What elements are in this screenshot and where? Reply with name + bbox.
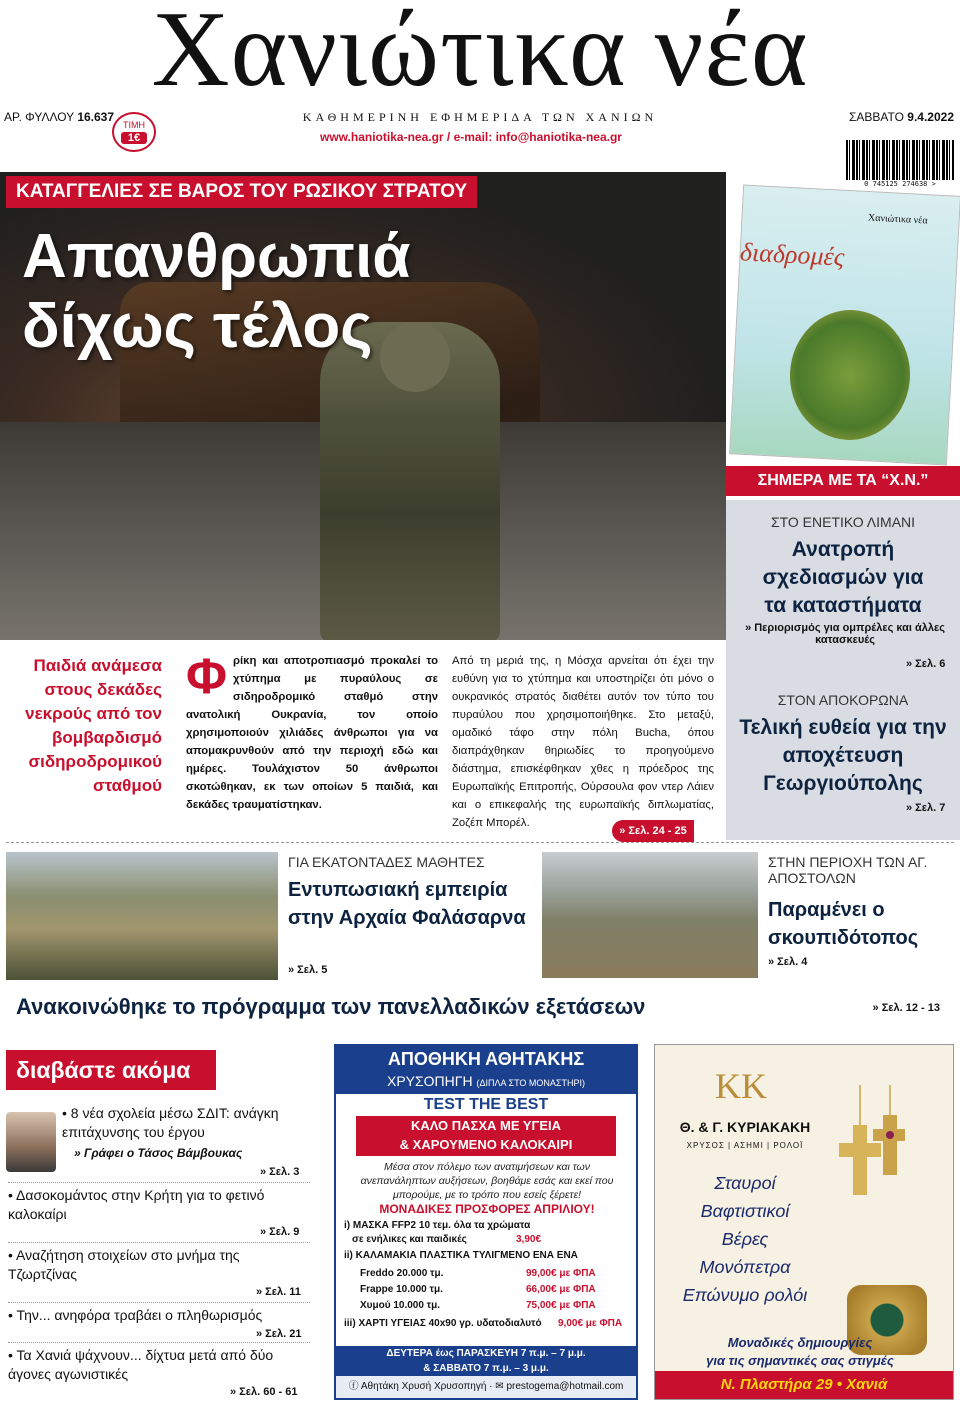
page-ref[interactable]: » Σελ. 21 xyxy=(256,1328,302,1340)
price-badge: ΤΙΜΗ 1€ xyxy=(112,112,156,152)
offer-row: σε ενήλικες και παιδικές xyxy=(352,1234,467,1245)
page-ref[interactable]: » Σελ. 5 xyxy=(288,964,328,976)
offer-price: 66,00€ με ΦΠΑ xyxy=(526,1284,596,1295)
jeweller-address[interactable]: Ν. Πλαστήρα 29 • Χανιά xyxy=(655,1371,953,1399)
lead-kicker: ΚΑΤΑΓΓΕΛΙΕΣ ΣΕ ΒΑΡΟΣ ΤΟΥ ΡΩΣΙΚΟΥ ΣΤΡΑΤΟΥ xyxy=(6,176,477,208)
exam-story[interactable] xyxy=(6,990,954,1026)
read-more-item[interactable]: • Τα Χανιά ψάχνουν... δίχτυα μετά από δύο άγονες αγωνιστικές xyxy=(8,1347,274,1382)
product-item: Σταυροί xyxy=(714,1173,776,1193)
lead-column-1: Φρίκη και αποτροπιασμό προκαλεί το χτύπημα με πυραύλους σε σιδηροδρομικό σταθμό στην ανατολική Ουκρανία, τον οποίο χρησιμοποιούν χιλιάδες άνθρωποι για να απομακρυνθούν από την περιοχή εδώ και ημέρες. Τουλάχιστον 50 άνθρωποι σκοτώθηκαν, εκ των οποίων 5 παιδιά, και δεκάδες τραυματίστηκαν. xyxy=(186,648,438,811)
offer-price: 9,00€ με ΦΠΑ xyxy=(558,1318,623,1329)
supplement-title: διαδρομές xyxy=(739,237,846,272)
story-kicker: ΣΤΗΝ ΠΕΡΙΟΧΗ ΤΩΝ ΑΓ. ΑΠΟΣΤΟΛΩΝ xyxy=(768,854,928,886)
supplement-brand: Χανιώτικα νέα xyxy=(867,212,928,227)
read-more-item[interactable]: • Την... ανηφόρα τραβάει ο πληθωρισμός xyxy=(8,1307,263,1323)
story-kicker: ΣΤΟΝ ΑΠΟΚΟΡΩΝΑ xyxy=(777,692,909,708)
story-headline[interactable]: Παραμένει ο σκουπιδότοπος xyxy=(768,899,919,949)
cross-icon xyxy=(835,1085,905,1235)
story-kicker: ΣΤΟ ΕΝΕΤΙΚΟ ΛΙΜΑΝΙ xyxy=(770,514,916,530)
divider xyxy=(8,1302,310,1303)
offer-row: Χυμού 10.000 τμ. xyxy=(360,1300,441,1311)
offer-row: Frappe 10.000 τμ. xyxy=(360,1284,443,1295)
ad-greeting: ΚΑΛΟ ΠΑΣΧΑ ΜΕ ΥΓΕΙΑ & ΧΑΡΟΥΜΕΝΟ ΚΑΛΟΚΑΙΡΙ xyxy=(356,1116,616,1156)
read-more-item[interactable]: • Αναζήτηση στοιχείων στο μνήμα της Τζωρτζίνας xyxy=(8,1247,240,1282)
lead-column-2: Από τη μεριά της, η Μόσχα αρνείται ότι έχει την ευθύνη για το χτύπημα και υποστηρίζει ότι μόνο ο ουκρανικός στρατός διαθέτει αυτόν τον τύπο του πυραύλου που χρησιμοποιήθηκε. Στο μεταξύ, ομαδικό τάφο στην πόλη Bucha, όπου διαπράχθηκαν θηριωδίες το προηγούμενο διάστημα, επισκέφθηκαν χθες η πρόεδρος της Ευρωπαϊκής Επιτροπής, Ούρσουλα φον ντερ Λάιεν και ο επικεφαλής της ευρωπαϊκής διπλωματίας, Ζοζέπ Μπορέλ. xyxy=(452,655,714,829)
product-item: Επώνυμο ρολόι xyxy=(682,1285,808,1305)
issue-date: ΣΑΒΒΑΤΟ 9.4.2022 xyxy=(848,110,954,124)
ad-special: Μοναδικές δημιουργίες xyxy=(727,1335,873,1350)
ad-body: Μέσα στον πόλεμο των ανατιμήσεων και των ανεπανάληπτων αυξήσεων, βοηθάμε εσάς και εκεί που μπορούμε, με το τρόπο που εσείς ξέρετε! xyxy=(360,1161,614,1201)
ad-slogan: TEST THE BEST xyxy=(423,1096,549,1113)
author-avatar xyxy=(6,1112,56,1172)
page-ref[interactable]: » Σελ. 7 xyxy=(906,802,946,814)
divider xyxy=(6,842,954,843)
email-icon: ✉ xyxy=(495,1381,504,1392)
page-ref[interactable]: » Σελ. 4 xyxy=(768,956,808,968)
page-ref[interactable]: » Σελ. 6 xyxy=(906,658,946,670)
ad-contact[interactable]: ⓕ Αθητάκη Χρυσή Χρυσοπηγή · ✉ prestogema@hotmail.com xyxy=(336,1376,636,1398)
offer-price: 3,90€ xyxy=(516,1234,542,1245)
page-ref[interactable]: » Σελ. 60 - 61 xyxy=(230,1386,298,1398)
dump-photo[interactable] xyxy=(542,852,758,978)
read-more-item[interactable]: • Δασοκομάντος στην Κρήτη για το φετινό καλοκαίρι xyxy=(8,1187,265,1222)
barcode xyxy=(846,140,954,180)
offer-price: 75,00€ με ΦΠΑ xyxy=(526,1300,596,1311)
advertisement-kyriakaki[interactable] xyxy=(654,1044,954,1400)
divider xyxy=(8,1342,310,1343)
offer-row: Freddo 20.000 τμ. xyxy=(360,1268,444,1279)
students-photo[interactable] xyxy=(6,852,278,980)
newspaper-logo[interactable]: Χανιώτικα νέα xyxy=(151,0,809,109)
advertisement-athitakis[interactable] xyxy=(334,1044,638,1400)
offer-row: iii) ΧΑΡΤΙ ΥΓΕΙΑΣ 40x90 γρ. υδατοδιαλυτό xyxy=(344,1318,542,1329)
ad-special: για τις σημαντικές σας στιγμές xyxy=(706,1353,894,1368)
lead-page-ref[interactable]: » Σελ. 24 - 25 xyxy=(612,820,694,842)
story-headline[interactable]: Ανατροπή σχεδιασμών για τα καταστήματα xyxy=(762,538,924,617)
lead-subhead: Παιδιά ανάμεσα στους δεκάδες νεκρούς από τον βομβαρδισμό σιδηροδρομικού σταθμού xyxy=(25,656,162,795)
issue-number: ΑΡ. ΦΥΛΛΟΥ 16.637 xyxy=(4,110,115,124)
divider xyxy=(8,1182,310,1183)
offer-row: ii) ΚΑΛΑΜΑΚΙΑ ΠΛΑΣΤΙΚΑ ΤΥΛΙΓΜΕΝΟ ΕΝΑ ΕΝΑ xyxy=(344,1250,578,1261)
page-ref[interactable]: » Σελ. 3 xyxy=(260,1166,300,1178)
byline: » Γράφει ο Τάσος Βάμβουκας xyxy=(74,1146,243,1160)
page-ref[interactable]: » Σελ. 12 - 13 xyxy=(872,1002,940,1014)
facebook-icon: ⓕ xyxy=(348,1381,359,1392)
story-kicker: ΓΙΑ ΕΚΑΤΟΝΤΑΔΕΣ ΜΑΘΗΤΕΣ xyxy=(288,854,485,870)
offer-price: 99,00€ με ΦΠΑ xyxy=(526,1268,596,1279)
dropcap: Φ xyxy=(186,648,228,704)
barcode-number: 0 745125 274638 > xyxy=(846,180,954,188)
ad-offer-title: ΜΟΝΑΔΙΚΕΣ ΠΡΟΣΦΟΡΕΣ ΑΠΡΙΛΙΟΥ! xyxy=(379,1202,595,1216)
story-headline[interactable]: Εντυπωσιακή εμπειρία στην Αρχαία Φαλάσαρνα xyxy=(288,879,526,929)
jeweller-tagline: ΧΡΥΣΟΣ | ΑΣΗΜΙ | ΡΟΛΟΪ xyxy=(686,1141,804,1150)
ad-header: ΑΠΟΘΗΚΗ ΑΘΗΤΑΚΗΣ ΧΡΥΣΟΠΗΓΗ (ΔΙΠΛΑ ΣΤΟ ΜΟΝΑΣΤΗΡΙ) xyxy=(336,1046,636,1094)
supplement-tag: ΣΗΜΕΡΑ ΜΕ ΤΑ “Χ.Ν.” xyxy=(726,466,960,496)
page-ref[interactable]: » Σελ. 9 xyxy=(260,1226,300,1238)
product-item: Μονόπετρα xyxy=(699,1257,791,1277)
read-more-tag: διαβάστε ακόμα xyxy=(6,1050,216,1090)
read-more-item[interactable]: • 8 νέα σχολεία μέσω ΣΔΙΤ: ανάγκη επιτάχυνσης του έργου xyxy=(62,1105,279,1140)
product-item: Βέρες xyxy=(721,1229,769,1249)
story-subhead: » Περιορισμός για ομπρέλες και άλλες κατασκευές xyxy=(745,622,945,646)
offer-row: i) ΜΑΣΚΑ FFP2 10 τεμ. όλα τα χρώματα xyxy=(344,1220,531,1231)
divider xyxy=(8,1242,310,1243)
product-item: Βαφτιστικοί xyxy=(700,1201,790,1221)
masthead xyxy=(0,0,960,160)
jeweller-logo: KK xyxy=(715,1066,767,1106)
ad-hours: ΔΕΥΤΕΡΑ έως ΠΑΡΑΣΚΕΥΗ 7 π.μ. – 7 μ.μ. & ΣΑΒΒΑΤΟ 7 π.μ. – 3 μ.μ. xyxy=(336,1346,636,1376)
story-headline[interactable]: Τελική ευθεία για την αποχέτευση Γεωργιούπολης xyxy=(739,716,947,795)
lead-headline[interactable]: Απανθρωπιά δίχως τέλος xyxy=(22,222,411,361)
jeweller-name: Θ. & Γ. ΚΥΡΙΑΚΑΚΗ xyxy=(679,1119,811,1135)
page-ref[interactable]: » Σελ. 11 xyxy=(256,1286,301,1298)
exam-headline[interactable]: Ανακοινώθηκε το πρόγραμμα των πανελλαδικών εξετάσεων xyxy=(16,994,646,1019)
masthead-subtitle: ΚΑΘΗΜΕΡΙΝΗ ΕΦΗΜΕΡΙΔΑ ΤΩΝ ΧΑΝΙΩΝ xyxy=(302,110,658,124)
website-link[interactable]: www.haniotika-nea.gr / e-mail: info@haniotika-nea.gr xyxy=(320,130,622,144)
